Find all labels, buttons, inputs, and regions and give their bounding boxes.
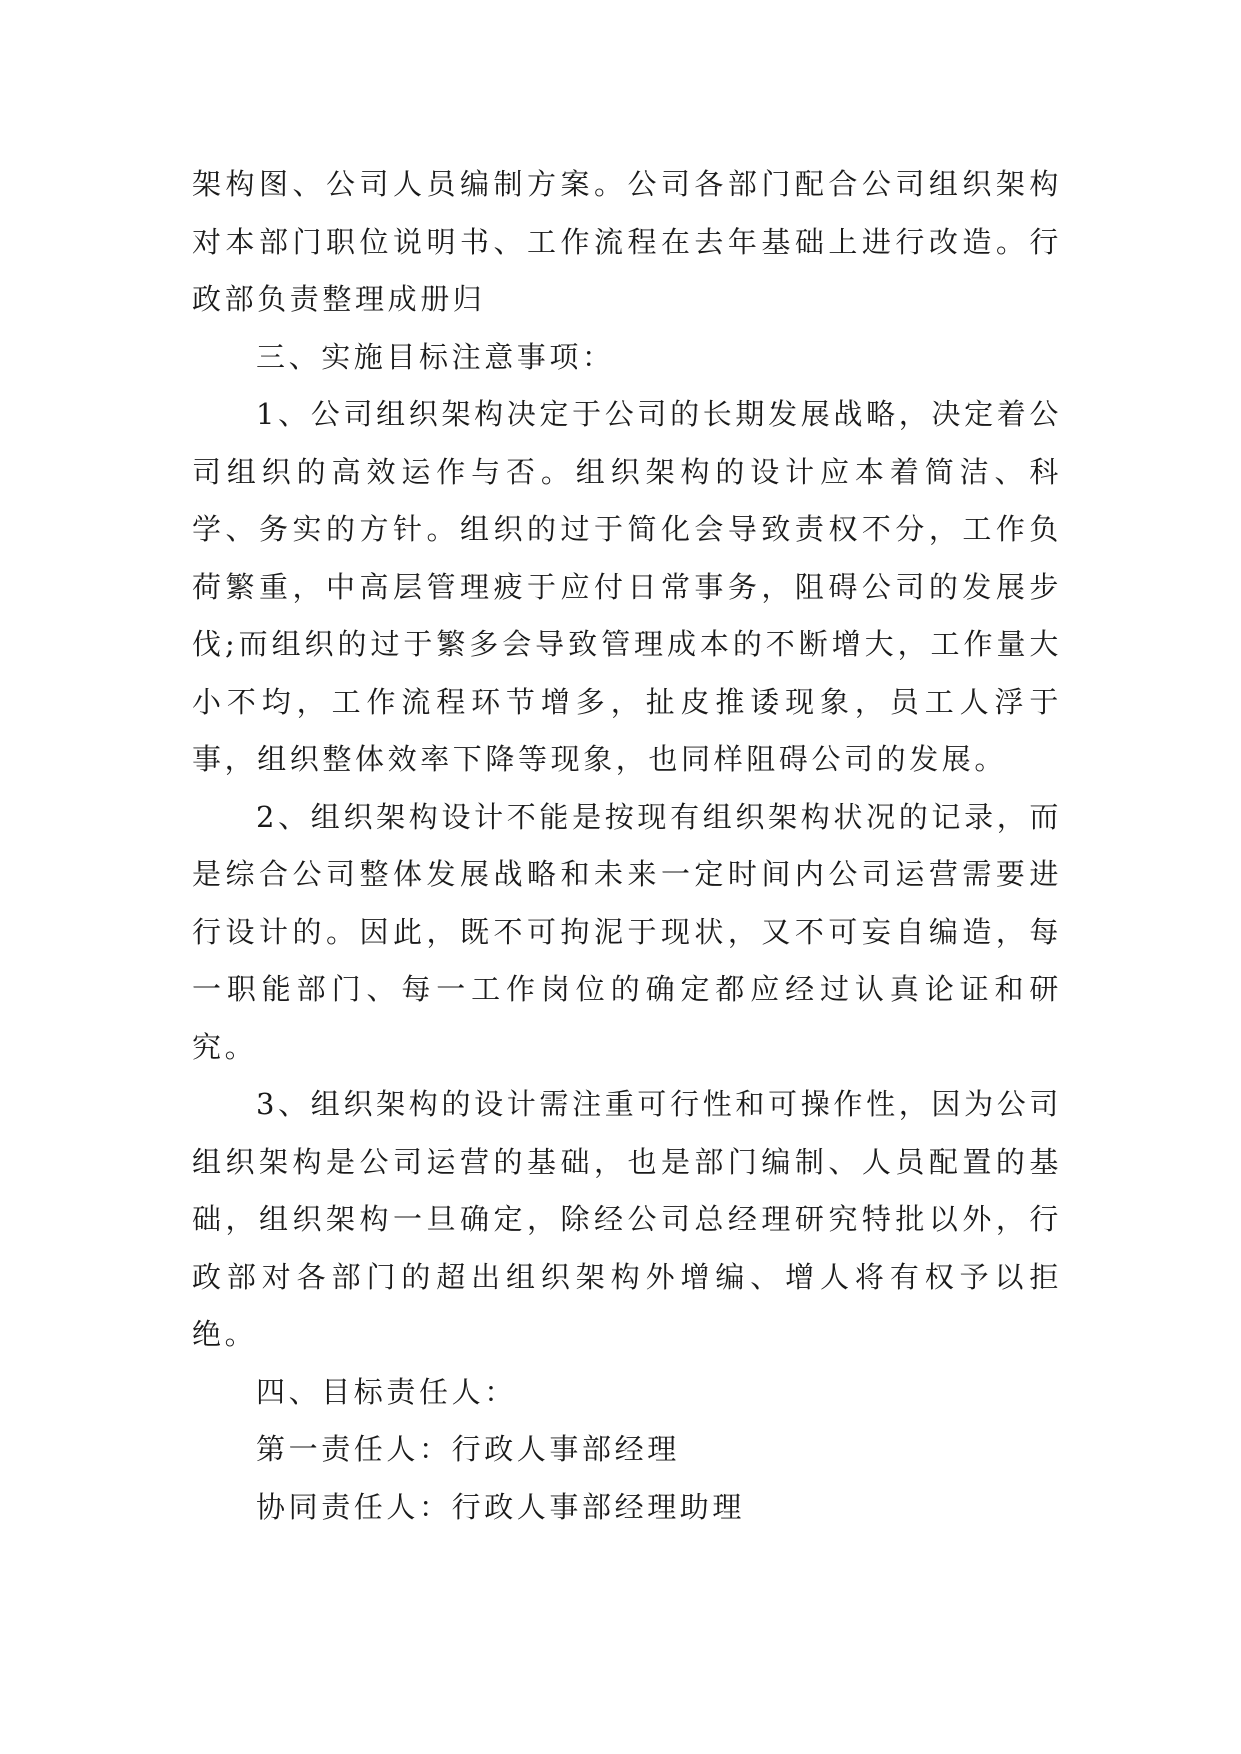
paragraph-note-2: 2、组织架构设计不能是按现有组织架构状况的记录，而是综合公司整体发展战略和未来一定时间内公司运营需要进行设计的。因此，既不可拘泥于现状，又不可妄自编造，每一职能部门、每一工作岗位的确定都应经过认真论证和研究。 [192, 799, 1062, 1064]
document-body [192, 156, 1062, 1536]
section-heading-implementation-notes: 三、实施目标注意事项： [256, 339, 615, 374]
assisting-responsible-person: 协同责任人：行政人事部经理助理 [256, 1489, 746, 1524]
section-heading-responsible-persons: 四、目标责任人： [256, 1374, 517, 1409]
paragraph-note-1: 1、公司组织架构决定于公司的长期发展战略，决定着公司组织的高效运作与否。组织架构的设计应本着简洁、科学、务实的方针。组织的过于简化会导致责权不分，工作负荷繁重，中高层管理疲于应付日常事务，阻碍公司的发展步伐;而组织的过于繁多会导致管理成本的不断增大，工作量大小不均，工作流程环节增多，扯皮推诿现象，员工人浮于事，组织整体效率下降等现象，也同样阻碍公司的发展。 [192, 397, 1062, 776]
paragraph-note-3: 3、组织架构的设计需注重可行性和可操作性，因为公司组织架构是公司运营的基础，也是部门编制、人员配置的基础，组织架构一旦确定，除经公司总经理研究特批以外，行政部对各部门的超出组织架构外增编、增人将有权予以拒绝。 [192, 1087, 1062, 1351]
paragraph-continuation: 架构图、公司人员编制方案。公司各部门配合公司组织架构对本部门职位说明书、工作流程在去年基础上进行改造。行政部负责整理成册归 [192, 167, 1062, 316]
primary-responsible-person: 第一责任人：行政人事部经理 [256, 1432, 680, 1466]
